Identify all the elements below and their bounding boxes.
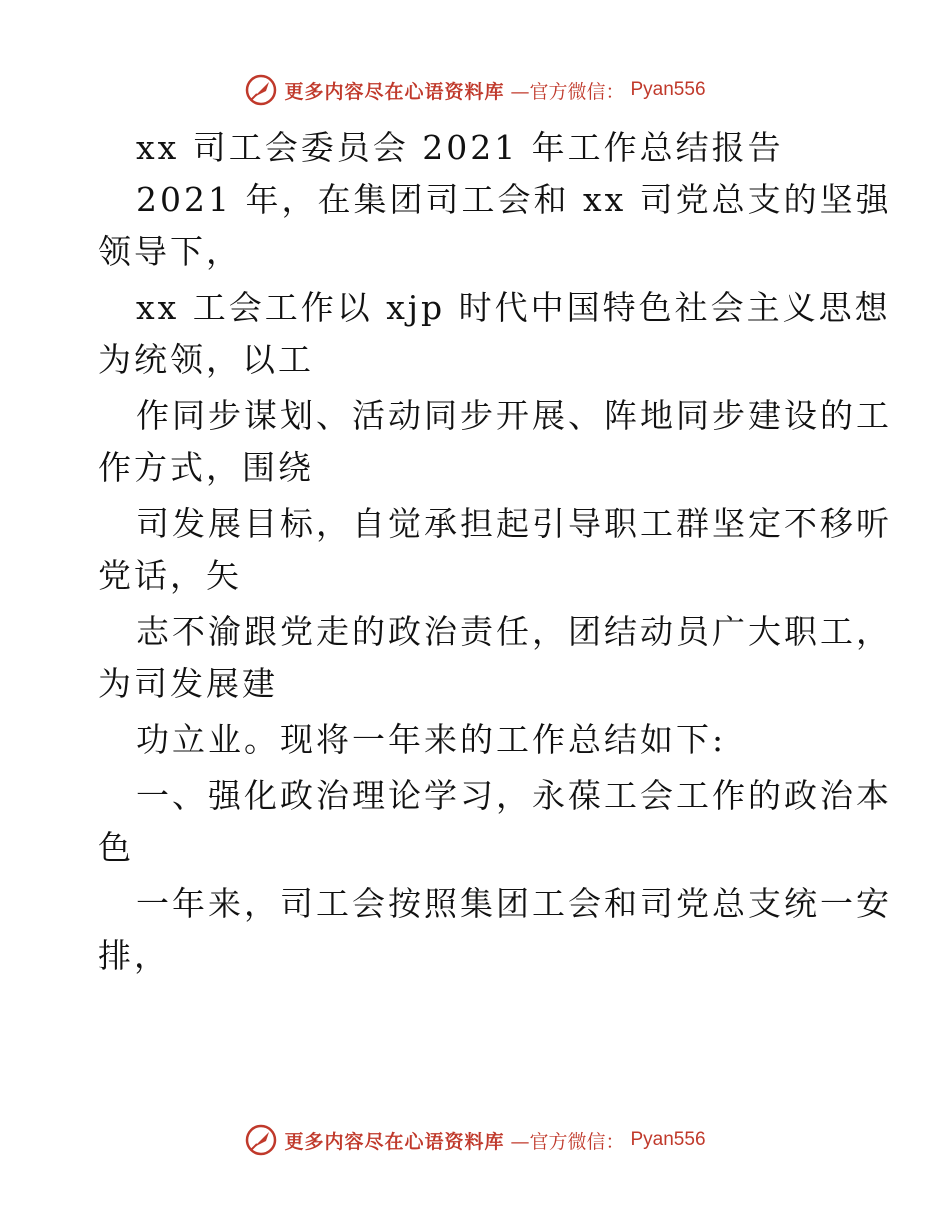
paragraph-line: 一年来，司工会按照集团工会和司党总支统一安	[136, 884, 892, 923]
document-body	[98, 122, 892, 982]
watermark-brand-text: 更多内容尽在心语资料库	[284, 1130, 505, 1153]
footer-watermark	[0, 1120, 950, 1160]
section-heading-continuation: 色	[98, 828, 134, 867]
header-watermark	[0, 70, 950, 110]
paragraph-line: 作同步谋划、活动同步开展、阵地同步建设的工	[136, 396, 892, 435]
paragraph-line: 党话，矢	[98, 556, 242, 595]
paragraph-line: 为司发展建	[98, 664, 278, 703]
watermark-brand-text: 更多内容尽在心语资料库	[284, 80, 505, 103]
watermark-wechat-id: Pyan556	[630, 79, 706, 100]
paragraph-line: 为统领，以工	[98, 340, 314, 379]
paragraph-line: 2021 年，在集团司工会和 xx 司党总支的坚强	[136, 180, 892, 219]
document-title: xx 司工会委员会 2021 年工作总结报告	[136, 128, 784, 167]
section-heading: 一、强化政治理论学习，永葆工会工作的政治本	[136, 776, 892, 815]
watermark-wechat-id: Pyan556	[630, 1129, 706, 1150]
paragraph-line: 领导下，	[98, 232, 242, 271]
paragraph-line: 排，	[98, 936, 170, 975]
paragraph-line: xx 工会工作以 xjp 时代中国特色社会主义思想	[136, 288, 891, 327]
quill-circle-logo-icon	[244, 1123, 278, 1157]
paragraph-line: 司发展目标，自觉承担起引导职工群坚定不移听	[136, 504, 892, 543]
watermark-official-label: —官方微信：	[510, 1130, 625, 1153]
paragraph-line: 志不渝跟党走的政治责任，团结动员广大职工，	[136, 612, 892, 651]
paragraph-line: 功立业。现将一年来的工作总结如下:	[136, 720, 727, 759]
paragraph-line: 作方式，围绕	[98, 448, 314, 487]
quill-circle-logo-icon	[244, 73, 278, 107]
watermark-official-label: —官方微信：	[510, 80, 625, 103]
